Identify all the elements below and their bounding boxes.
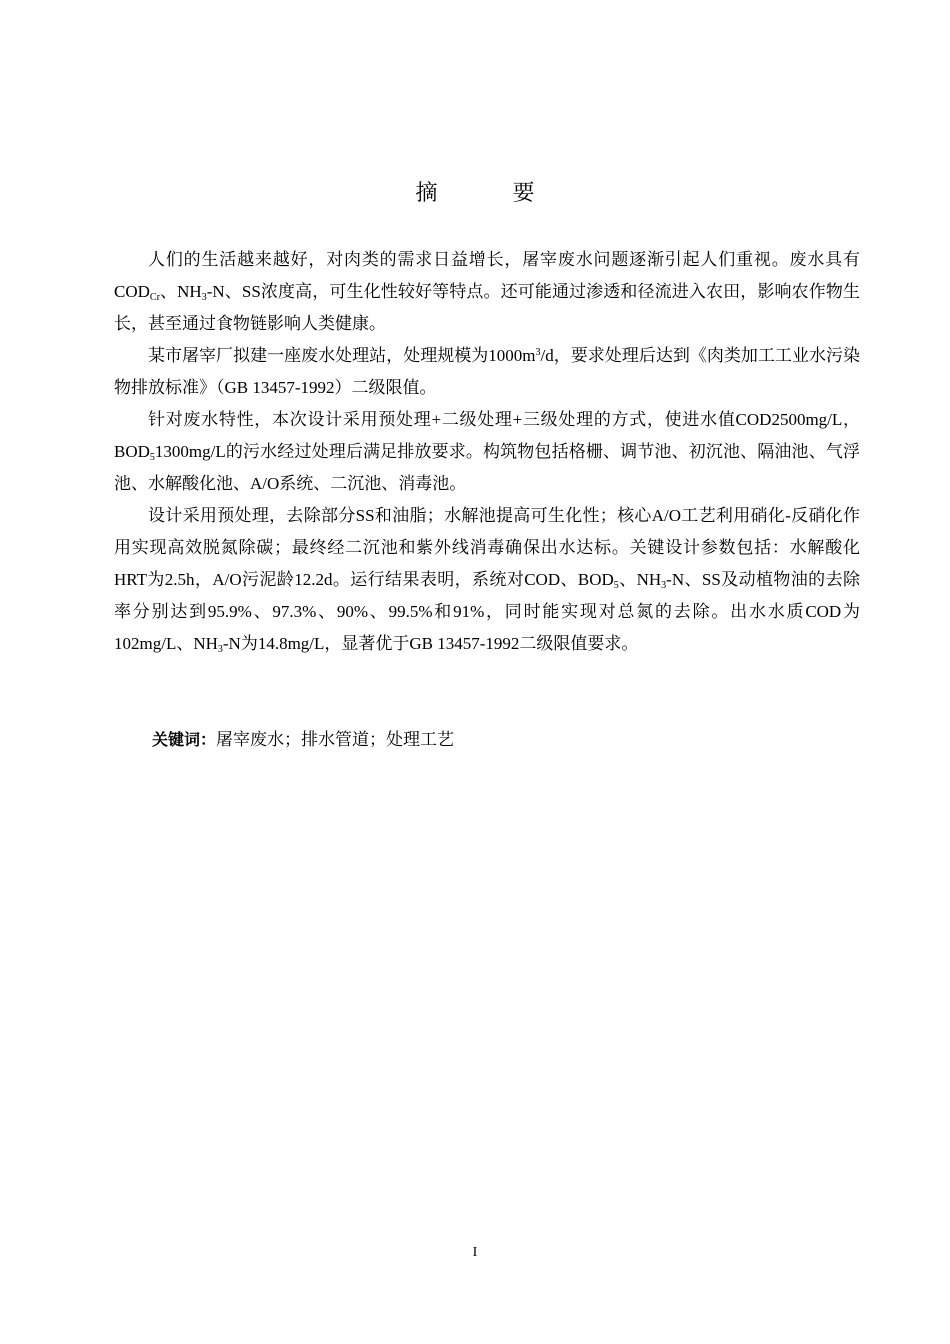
keywords-line xyxy=(152,724,852,756)
page-number: I xyxy=(472,1245,478,1260)
subscript-text: 3 xyxy=(217,644,223,655)
paragraph-text-run: 1300mg/L的污水经过处理后满足排放要求。构筑物包括格栅、调节池、初沉池、隔油池、气浮池、水解酸化池、A/O系统、二沉池、消毒池。 xyxy=(114,442,860,493)
paragraph-text-run: -N、SS浓度高，可生化性较好等特点。还可能通过渗透和径流进入农田，影响农作物生长，甚至通过食物链影响人类健康。 xyxy=(114,282,860,333)
abstract-paragraph xyxy=(114,340,860,404)
subscript-text: 5 xyxy=(149,452,155,463)
abstract-paragraph xyxy=(114,500,860,660)
paragraph-text-run: 、NH xyxy=(618,570,662,589)
abstract-paragraph xyxy=(114,244,860,340)
abstract-paragraph xyxy=(114,404,860,500)
page-title: 摘 要 xyxy=(415,181,569,206)
subscript-text: 3 xyxy=(201,292,207,303)
paragraph-text-run: -N为14.8mg/L，显著优于GB 13457-1992二级限值要求。 xyxy=(222,634,639,653)
paragraph-text-run: -N、SS及动植物油的去除率分别达到95.9%、97.3%、90%、99.5%和91%，同时能实现对总氮的去除。出水水质COD为102mg/L、NH xyxy=(114,570,860,653)
keywords-label: 关键词： xyxy=(152,730,217,749)
paragraph-text-run: 、NH xyxy=(159,282,202,301)
paragraph-text-run: 人们的生活越来越好，对肉类的需求日益增长，屠宰废水问题逐渐引起人们重视。废水具有COD xyxy=(114,250,860,301)
subscript-text: 5 xyxy=(613,580,619,591)
paragraph-text-run: 针对废水特性，本次设计采用预处理+二级处理+三级处理的方式，使进水值COD2500mg/L，BOD xyxy=(114,410,860,461)
subscript-text: 3 xyxy=(661,580,667,591)
abstract-body xyxy=(114,244,860,660)
paragraph-text-run: 设计采用预处理，去除部分SS和油脂；水解池提高可生化性；核心A/O工艺利用硝化-反硝化作用实现高效脱氮除碳；最终经二沉池和紫外线消毒确保出水达标。关键设计参数包括：水解酸化HRT为2.5h，A/O污泥龄12.2d。运行结果表明，系统对COD、BOD xyxy=(114,506,860,589)
paragraph-text-run: 某市屠宰厂拟建一座废水处理站，处理规模为1000m xyxy=(148,346,536,365)
paragraph-text-run: /d，要求处理后达到《肉类加工工业水污染物排放标准》（GB 13457-1992）二级限值。 xyxy=(114,346,860,397)
superscript-text: 3 xyxy=(535,347,541,358)
subscript-text: Cr xyxy=(149,292,160,303)
keywords-value: 屠宰废水；排水管道；处理工艺 xyxy=(216,730,455,749)
